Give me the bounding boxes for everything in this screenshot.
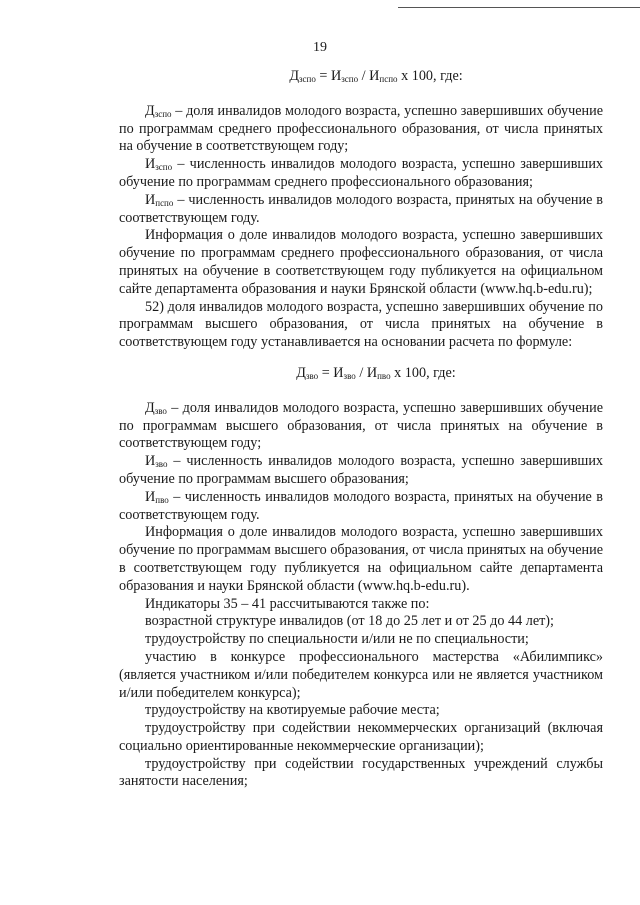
definition-paragraph: [119, 103, 603, 156]
formula-symbol: И: [330, 68, 342, 84]
def-symbol: Д: [145, 102, 155, 119]
def-symbol: И: [145, 191, 156, 208]
formula-vo: [119, 365, 603, 383]
formula-subscript: зспо: [299, 74, 316, 84]
def-symbol: И: [145, 488, 156, 505]
formula-symbol: И: [366, 364, 378, 381]
indicator-item: трудоустройству по специальности и/или не по специальности;: [145, 631, 529, 648]
item-52-paragraph: 52) доля инвалидов молодого возраста, успешно завершивших обучение по программам высшего образования, от числа принятых на обучение в соответствующем году устанавливается на основании расчета по формуле:: [119, 298, 603, 351]
formula-operator: =: [315, 68, 331, 84]
def-subscript: пспо: [155, 197, 174, 208]
definition-paragraph: [119, 489, 603, 525]
def-subscript: зспо: [154, 108, 172, 119]
header-rule: [398, 7, 640, 8]
def-text: – численность инвалидов молодого возраста, успешно завершивших обучение по программам высшего образования;: [119, 453, 603, 487]
formula-operator: /: [355, 364, 367, 381]
def-subscript: пво: [155, 494, 169, 505]
indicator-item: возрастной структуре инвалидов (от 18 до 25 лет и от 25 до 44 лет);: [145, 613, 554, 630]
formula-subscript: пво: [377, 370, 391, 381]
definition-paragraph: [119, 453, 603, 489]
definition-paragraph: [119, 400, 603, 453]
formula-subscript: пспо: [379, 74, 398, 84]
formula-symbol: Д: [296, 364, 306, 381]
info-paragraph: Информация о доле инвалидов молодого возраста, успешно завершивших обучение по программам среднего профессионального образования, от числа принятых на обучение в соответствующем году публикуется на официальном сайте департамента образования и науки Брянской области (www.hq.b-edu.ru);: [119, 227, 603, 297]
formula-tail: х 100, где:: [397, 68, 463, 84]
def-subscript: зспо: [155, 162, 173, 173]
def-text: – численность инвалидов молодого возраста, успешно завершивших обучение по программам среднего профессионального образования;: [119, 156, 603, 190]
formula-symbol: Д: [289, 68, 299, 84]
def-symbol: И: [145, 453, 156, 470]
page-number: 19: [313, 40, 327, 55]
formula-operator: =: [318, 364, 334, 381]
info-paragraph: Информация о доле инвалидов молодого возраста, успешно завершивших обучение по программам высшего образования, от числа принятых на обучение в соответствующем году публикуется на официальном сайте департамента образования и науки Брянской области (www.hq.b-edu.ru).: [119, 524, 603, 594]
definition-paragraph: [119, 156, 603, 192]
document-body: [119, 68, 603, 791]
def-text: – численность инвалидов молодого возраста, принятых на обучение в соответствующем году.: [119, 488, 603, 523]
formula-spo: [119, 68, 603, 86]
formula-operator: /: [358, 68, 370, 84]
indicators-intro: Индикаторы 35 – 41 рассчитываются также по:: [145, 595, 430, 612]
formula-subscript: зво: [343, 370, 356, 381]
def-symbol: Д: [145, 399, 155, 416]
definition-paragraph: [119, 192, 603, 228]
def-symbol: И: [145, 156, 156, 173]
indicator-item: трудоустройству при содействии некоммерческих организаций (включая социально ориентированные некоммерческие организации);: [119, 720, 603, 754]
def-subscript: зво: [155, 459, 168, 470]
indicator-item: трудоустройству на квотируемые рабочие места;: [145, 702, 440, 719]
formula-symbol: И: [333, 364, 344, 381]
indicator-item: трудоустройству при содействии государственных учреждений службы занятости населения;: [119, 755, 603, 790]
def-subscript: зво: [154, 405, 167, 416]
indicator-item: участию в конкурсе профессионального мастерства «Абилимпикс» (является участником и/или победителем конкурса или не является участником и/или победителем конкурса);: [119, 648, 603, 701]
formula-tail: х 100, где:: [390, 364, 456, 381]
formula-symbol: И: [369, 68, 380, 84]
formula-subscript: зво: [305, 370, 319, 381]
def-text: – доля инвалидов молодого возраста, успешно завершивших обучение по программам высшего образования, от числа принятых на обучение в соответствующем году;: [119, 399, 603, 452]
formula-subscript: зспо: [341, 74, 359, 84]
def-text: – доля инвалидов молодого возраста, успешно завершивших обучение по программам среднего профессионального образования, от числа принятых на обучение в соответствующем году;: [119, 102, 603, 155]
def-text: – численность инвалидов молодого возраста, принятых на обучение в соответствующем году.: [119, 191, 603, 226]
